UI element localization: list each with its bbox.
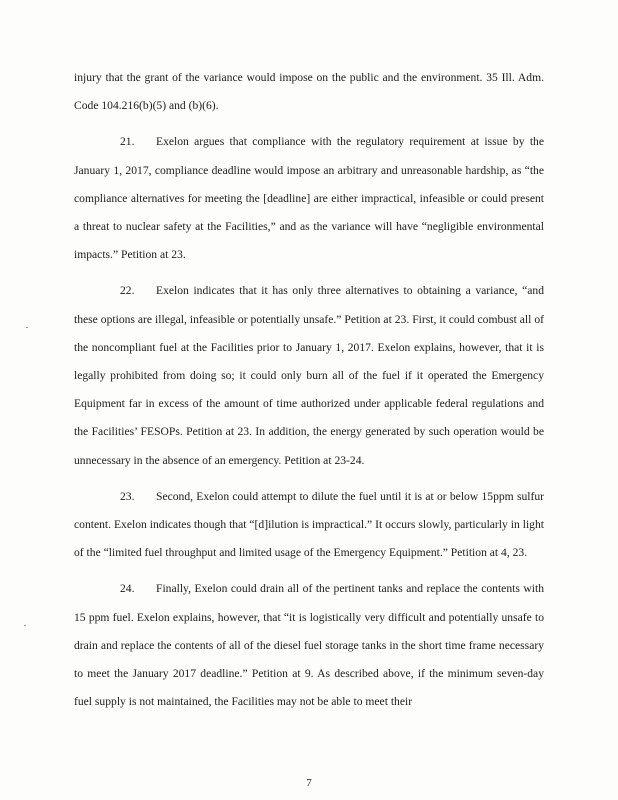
- paragraph-21: [74, 128, 544, 269]
- paragraph-text: Exelon argues that compliance with the regulatory requirement at issue by the January 1, 2017, compliance deadline would impose an arbitrary and unreasonable hardship, as “the compliance alternatives for meeting the [deadline] are either impractical, infeasible or could present a threat to nuclear safety at the Facilities,” and as the variance will have “negligible environmental impacts.” Petition at 23.: [74, 135, 544, 262]
- page-number: 7: [306, 777, 312, 789]
- paragraph-number: 21.: [120, 135, 135, 149]
- paragraph-text: Exelon indicates that it has only three alternatives to obtaining a variance, “and these options are illegal, infeasible or potentially unsafe.” Petition at 23. First, it could combust all of the noncompliant fuel at the Facilities prior to January 1, 2017. Exelon explains, however, that it is legally prohibited from doing so; it could only burn all of the fuel if it operated the Emergency Equipment far in excess of the amount of time authorized under applicable federal regulations and the Facilities’ FESOPs. Petition at 23. In addition, the energy generated by such operation would be unnecessary in the absence of an emergency. Petition at 23-24.: [74, 284, 544, 467]
- paragraph-23: [74, 483, 544, 568]
- paragraph-number: 23.: [120, 489, 135, 503]
- paragraph-gap: [74, 567, 544, 575]
- paragraph-gap: [74, 269, 544, 277]
- paragraph-24: [74, 575, 544, 716]
- paragraph-number: 24.: [120, 582, 135, 596]
- paragraph-number: 22.: [120, 284, 135, 298]
- paragraph-text: Second, Exelon could attempt to dilute the fuel until it is at or below 15ppm sulfur content. Exelon indicates though that “[d]ilution is impractical.” It occurs slowly, particularly in light of the “limited fuel throughput and limited usage of the Emergency Equipment.” Petition at 4, 23.: [74, 489, 544, 560]
- paragraph-22: [74, 277, 544, 474]
- scan-speck: [24, 625, 26, 626]
- document-body: [74, 64, 544, 716]
- scan-speck: [26, 327, 28, 328]
- paragraph-gap: [74, 475, 544, 483]
- paragraph-gap: [74, 120, 544, 128]
- continuation-text: injury that the grant of the variance would impose on the public and the environment. 35 Ill. Adm. Code 104.216(b)(5) and (b)(6).: [74, 71, 544, 113]
- paragraph-text: Finally, Exelon could drain all of the pertinent tanks and replace the contents with 15 ppm fuel. Exelon explains, however, that “it is logistically very difficult and potentially unsafe to drain and replace the contents of all of the diesel fuel storage tanks in the short time frame necessary to meet the January 2017 deadline.” Petition at 9. As described above, if the minimum seven-day fuel supply is not maintained, the Facilities may not be able to meet their: [74, 582, 544, 709]
- continuation-paragraph: [74, 64, 544, 120]
